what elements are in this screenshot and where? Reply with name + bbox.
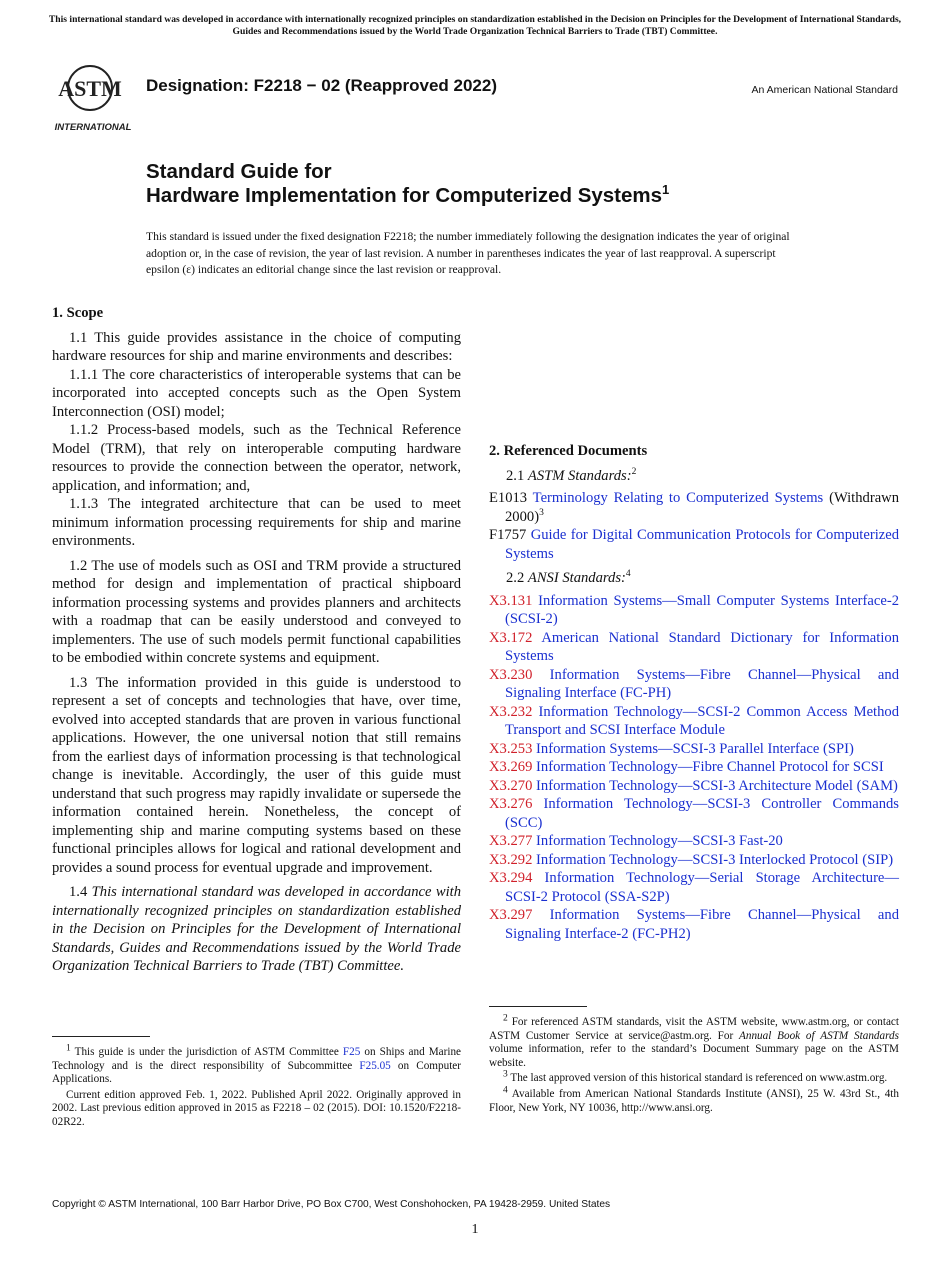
para-1-1-1: 1.1.1 The core characteristics of interoperable systems that can be incorporated into accepted concepts such as the Open System Interconnection (OSI) model; bbox=[52, 366, 461, 420]
reference-item bbox=[489, 758, 899, 777]
footnotes-right bbox=[489, 1013, 899, 1117]
title-footnote-ref[interactable]: 1 bbox=[662, 182, 670, 198]
astm-reference-list bbox=[489, 489, 899, 563]
reference-title-link[interactable]: Information Technology—Fibre Channel Protocol for SCSI bbox=[536, 759, 884, 775]
document-title bbox=[146, 160, 669, 208]
para-1-1-3: 1.1.3 The integrated architecture that can be used to meet minimum information processing requirements for ship and marine environments. bbox=[52, 496, 461, 549]
logo-text: ASTM bbox=[58, 76, 122, 101]
section-heading-scope: 1. Scope bbox=[52, 305, 104, 321]
footnote-2: $^2$ For referenced ASTM standards, visit the ASTM website, www.astm.org, or contact ASTM Customer Service at service@astm.org. For Annual Book of ASTM Standards volume information, refer to the standard’s Document Summary page on the ASTM website. bbox=[489, 1013, 899, 1069]
footnote-3: $^3$ The last approved version of this historical standard is referenced on www.astm.org. bbox=[503, 1069, 888, 1085]
reference-note: (Withdrawn 2000) bbox=[505, 490, 900, 525]
logo-subtext: INTERNATIONAL bbox=[54, 122, 132, 133]
subcommittee-link[interactable]: F25.05 bbox=[359, 1059, 391, 1072]
reference-item bbox=[489, 629, 899, 666]
reference-title-link[interactable]: Information Systems—Fibre Channel—Physical and Signaling Interface (FC-PH) bbox=[505, 666, 899, 701]
reference-code[interactable]: X3.294 bbox=[489, 870, 533, 886]
title-line-2: Hardware Implementation for Computerized Systems$^1$ bbox=[146, 182, 670, 207]
footnote-4: $^4$ Available from American National Standards Institute (ANSI), 25 W. 43rd St., 4th Floor, New York, NY 10036, http://www.ansi.org. bbox=[489, 1085, 899, 1114]
para-1-3: 1.3 The information provided in this guide is understood to represent a set of concepts and technologies that have, over time, evolved into accepted standards that are proven in various functional applications. However, the one universal notion that still remains from the earliest days of information processing is that technological change is inevitable. Accordingly, the user of this guide must understand that such progress may rapidly invalidate or supersede the information contained herein. Nonetheless, the concept of implementing ship and marine computing systems based on these functional principles allows for logical and rational development and provides a sound process for eventual upgrade and improvement. bbox=[52, 674, 461, 876]
reference-code[interactable]: X3.297 bbox=[489, 907, 533, 923]
reference-title-link[interactable]: Information Technology—SCSI-2 Common Access Method Transport and SCSI Interface Module bbox=[505, 703, 899, 738]
reference-item bbox=[489, 777, 899, 796]
reference-title-link[interactable]: Information Technology—SCSI-3 Fast-20 bbox=[536, 833, 783, 849]
reference-item bbox=[489, 851, 899, 870]
ansi-reference-list bbox=[489, 592, 899, 944]
reference-item bbox=[489, 906, 899, 943]
footnote-divider-right bbox=[489, 1006, 587, 1007]
reference-title-link[interactable]: Information Systems—Fibre Channel—Physical and Signaling Interface-2 (FC-PH2) bbox=[505, 907, 899, 942]
reference-code[interactable]: X3.277 bbox=[489, 833, 533, 849]
reference-title-link[interactable]: Information Technology—SCSI-3 Interlocked Protocol (SIP) bbox=[536, 851, 894, 868]
reference-item bbox=[489, 740, 899, 759]
reference-item bbox=[489, 489, 899, 526]
footnotes-left bbox=[52, 1043, 462, 1132]
reference-title-link[interactable]: Guide for Digital Communication Protocols for Computerized Systems bbox=[505, 527, 899, 562]
reference-item bbox=[489, 666, 899, 703]
page-number: 1 bbox=[471, 1222, 479, 1237]
para-1-1-2: 1.1.2 Process-based models, such as the Technical Reference Model (TRM), that rely on interoperable computing hardware resources to provide the connection between the operator, network, application, and information; and, bbox=[52, 422, 461, 494]
reference-code[interactable]: X3.131 bbox=[489, 592, 533, 609]
ansi-standards-label: 2.2 ANSI Standards:$^4$ bbox=[506, 569, 631, 586]
reference-code[interactable]: F1757 bbox=[489, 527, 527, 543]
designation: Designation: F2218 − 02 (Reapproved 2022) bbox=[146, 76, 497, 95]
astm-logo bbox=[52, 58, 134, 134]
issuance-note: This standard is issued under the fixed designation F2218; the number immediately following the designation indicates the year of original adoption or, in the case of revision, the year of last revision. A number in parentheses indicates the year of last reapproval. A superscript epsilon (ε) indicates an editorial change since the last revision or reapproval. bbox=[146, 230, 790, 276]
footnote-1-edition: Current edition approved Feb. 1, 2022. Published April 2022. Originally approved in 2002. Last previous edition approved in 2015 as F2218 – 02 (2015). DOI: 10.1520/F2218-02R22. bbox=[52, 1088, 461, 1128]
right-column bbox=[489, 304, 899, 943]
reference-footnote-ref[interactable]: 3 bbox=[539, 507, 544, 518]
para-1-2: 1.2 The use of models such as OSI and TRM provide a structured method for design and implementation of practical shipboard information processing systems and provides planners and architects with a roadmap that can be easily understood and conveyed to implementers. The use of such models permit functional capabilities to be embodied within concrete systems and equipment. bbox=[52, 557, 461, 666]
reference-title-link[interactable]: Information Systems—Small Computer Systems Interface-2 (SCSI-2) bbox=[505, 592, 899, 627]
reference-code[interactable]: X3.269 bbox=[489, 759, 533, 775]
reference-title-link[interactable]: Information Technology—Serial Storage Architecture—SCSI-2 Protocol (SSA-S2P) bbox=[505, 870, 899, 905]
para-1-4: 1.4 This international standard was developed in accordance with internationally recognized principles on standardization established in the Decision on Principles for the Development of International Standards, Guides and Recommendations issued by the World Trade Organization Technical Barriers to Trade (TBT) Committee. bbox=[52, 884, 462, 974]
para-1-1: 1.1 This guide provides assistance in the choice of computing hardware resources for ship and marine environments and describes: bbox=[52, 329, 461, 364]
reference-code[interactable]: E1013 bbox=[489, 490, 528, 506]
reference-code[interactable]: X3.230 bbox=[489, 666, 533, 683]
reference-item bbox=[489, 703, 899, 740]
reference-title-link[interactable]: American National Standard Dictionary for Information Systems bbox=[505, 629, 899, 664]
reference-item bbox=[489, 526, 899, 563]
footnote-1: $^1$ This guide is under the jurisdiction of ASTM Committee F25 on Ships and Marine Technology and is the direct responsibility of Subcommittee F25.05 on Computer Applications. bbox=[52, 1043, 462, 1086]
reference-title-link[interactable]: Information Systems—SCSI-3 Parallel Interface (SPI) bbox=[536, 740, 854, 757]
reference-item bbox=[489, 869, 899, 906]
reference-title-link[interactable]: Information Technology—SCSI-3 Controller Commands (SCC) bbox=[505, 796, 899, 831]
footnote-divider-left bbox=[52, 1036, 150, 1037]
american-national-standard: An American National Standard bbox=[751, 84, 898, 96]
copyright-notice: Copyright © ASTM International, 100 Barr Harbor Drive, PO Box C700, West Conshohocken, PA 19428-2959. United States bbox=[52, 1199, 611, 1210]
reference-title-link[interactable]: Terminology Relating to Computerized Systems bbox=[532, 490, 824, 506]
reference-code[interactable]: X3.172 bbox=[489, 629, 533, 646]
reference-item bbox=[489, 795, 899, 832]
wto-notice: This international standard was developed in accordance with internationally recognized principles on standardization established in the Decision on Principles for the Development of International Standards, Guides and Recommendations issued by the World Trade Organization Technical Barriers to Trade (TBT) Committee. bbox=[48, 14, 902, 37]
reference-code[interactable]: X3.232 bbox=[489, 703, 533, 720]
left-column bbox=[52, 304, 461, 982]
astm-standards-label: 2.1 ASTM Standards:$^2$ bbox=[506, 466, 637, 484]
section-heading-referenced-documents: 2. Referenced Documents bbox=[489, 443, 648, 459]
column-continuation-spacer bbox=[489, 304, 899, 442]
reference-code[interactable]: X3.292 bbox=[489, 851, 533, 868]
reference-code[interactable]: X3.270 bbox=[489, 777, 533, 794]
reference-title-link[interactable]: Information Technology—SCSI-3 Architecture Model (SAM) bbox=[536, 777, 898, 794]
reference-code[interactable]: X3.253 bbox=[489, 740, 533, 757]
reference-item bbox=[489, 832, 899, 851]
committee-link[interactable]: F25 bbox=[342, 1046, 361, 1058]
reference-item bbox=[489, 592, 899, 629]
title-line-1: Standard Guide for bbox=[146, 160, 332, 183]
reference-code[interactable]: X3.276 bbox=[489, 796, 533, 812]
